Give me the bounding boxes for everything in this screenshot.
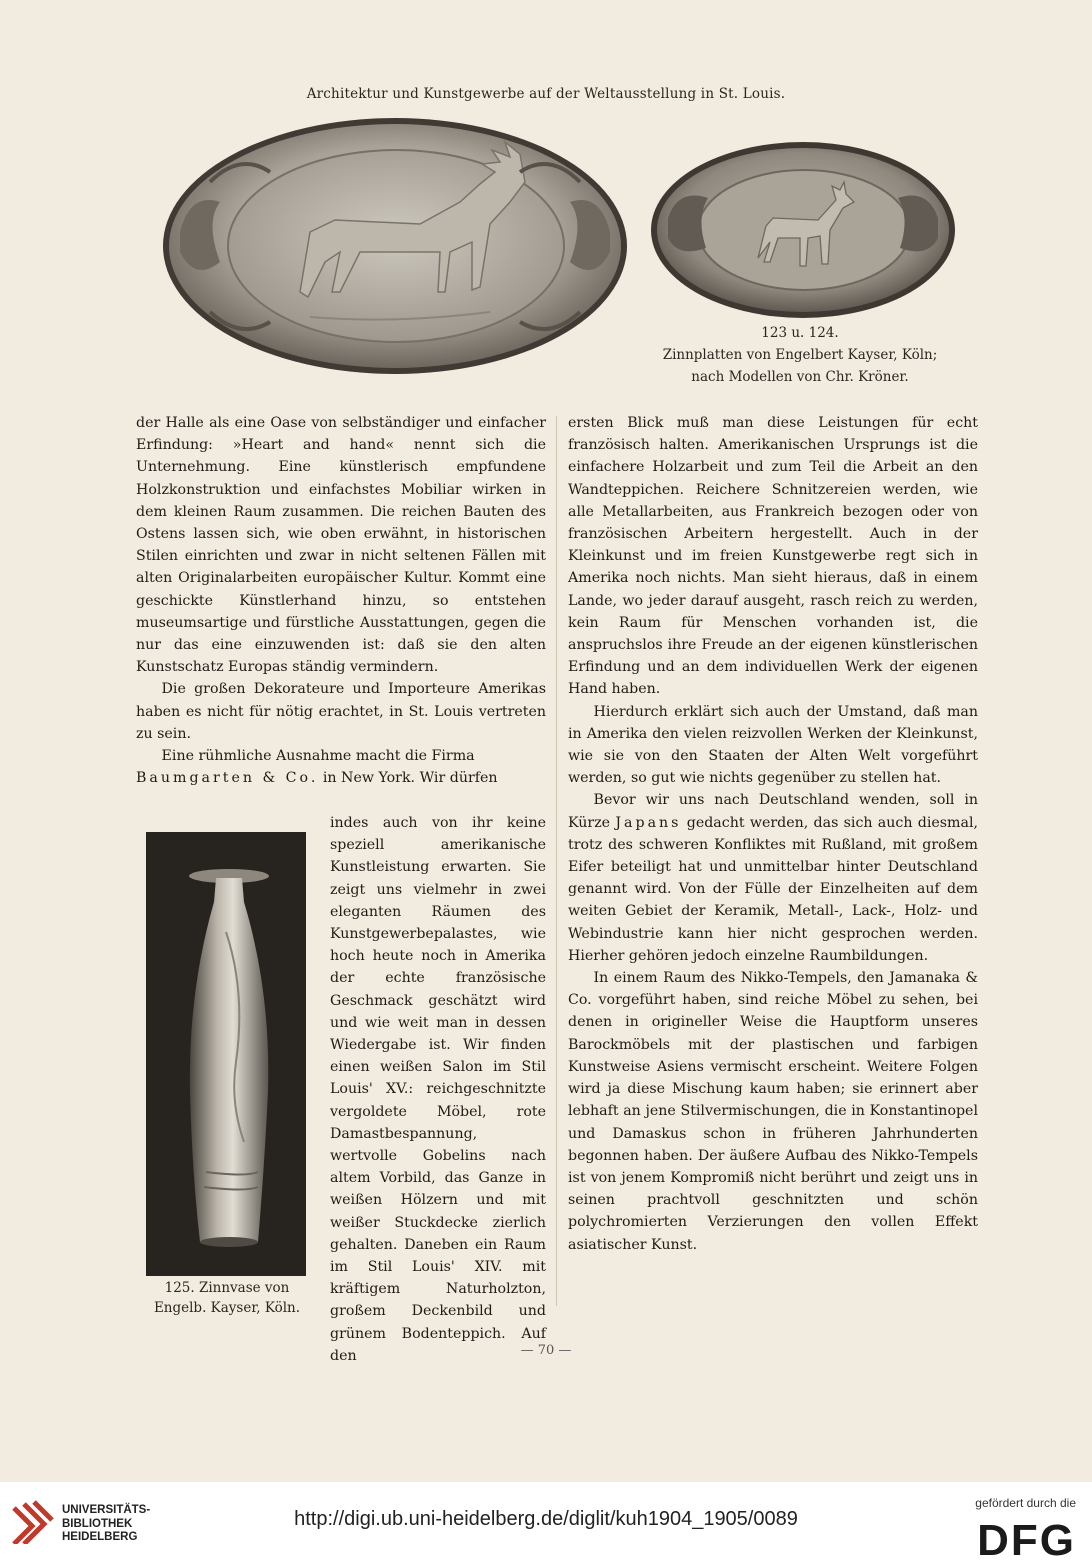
firm-name: Baumgarten & Co. (136, 770, 319, 787)
japan-spaced: Japans (615, 814, 682, 831)
source-url-link[interactable]: http://digi.ub.uni-heidelberg.de/diglit/kuh1904_1905/0089 (294, 1508, 798, 1530)
right-paragraph-3 (568, 789, 978, 967)
vase-caption (134, 1278, 320, 1318)
running-title: Architektur und Kunstgewerbe auf der Weltausstellung in St. Louis. (306, 86, 786, 102)
plates-caption (640, 322, 960, 388)
right-paragraph-3-after: gedacht werden, das sich auch diesmal, trotz des schweren Konfliktes mit Rußland, mit großem Eifer beteiligt hat und unmittelbar hinter Deutschland genannt wird. Von der Fülle der Einzelheiten auf dem weiten Gebiet der Keramik, Metall-, Lack-, Holz- und Webindustrie kann hier nicht gesprochen werden. Hierher gehören jedoch einzelne Raumbildungen. (568, 814, 979, 964)
vase-photo-frame (146, 832, 306, 1276)
left-paragraph-2: Die großen Dekorateure und Importeure Amerikas haben es nicht für nötig erachtet, in St. Louis vertreten zu sein. (136, 681, 546, 742)
plates-caption-number: 123 u. 124. (761, 325, 839, 341)
column-rule (556, 416, 557, 1306)
plates-caption-line3: nach Modellen von Chr. Kröner. (691, 369, 909, 385)
left-column-wrap (330, 812, 546, 1367)
funding-caption: gefördert durch die (975, 1496, 1076, 1510)
firm-location: in New York. Wir dürfen (318, 770, 498, 787)
library-line3: HEIDELBERG (62, 1531, 138, 1543)
right-paragraph-4: In einem Raum des Nikko-Tempels, den Jamanaka & Co. vorgeführt haben, sind reiche Möbel zu sehen, bei denen in origineller Weise die Hauptform unseres Barockmöbels mit der plastischen und farbigen Kunstweise Asiens vermischt erscheint. Weitere Folgen wird ja diese Mischung kaum haben; sie erinnert aber lebhaft an jene Stilvermischungen, die in Konstantinopel und Damaskus schon in früheren Jahrhunderten begonnen haben. Der äußere Aufbau des Nikko-Tempels ist von jenem Kompromiß nicht berührt und zeigt uns in seinen prachtvoll geschnitzten und schön polychromierten Verzierungen den vollen Effekt asiatischer Kunst. (568, 970, 978, 1253)
vase-caption-line1: 125. Zinnvase von (164, 1280, 290, 1296)
left-paragraph-3-line2 (136, 767, 546, 789)
plates-caption-line2: Zinnplatten von Engelbert Kayser, Köln; (662, 347, 938, 363)
dfg-logo: DFG (977, 1516, 1076, 1565)
left-paragraph-1: der Halle als eine Oase von selbständiger und einfacher Erfindung: »Heart and hand« nennt sich die Unternehmung. Eine künstlerisch empfundene Holzkonstruktion und einfachstes Mobiliar wirken in dem kleinen Raum zusammen. Die reichen Bauten des Ostens lassen sich, wie oben erwähnt, in historischen Stilen einrichten und zwar in nicht seltenen Fällen mit alten Originalarbeiten europäischer Kultur. Kommt eine geschickte Künstlerhand hinzu, so entstehen museumsartige und fürstliche Ausstattungen, gegen die nur das eine einzuwenden ist: daß sie den alten Kunstschatz Europas ständig vermindern. (136, 415, 546, 676)
library-line2: BIBLIOTHEK (62, 1517, 133, 1530)
right-paragraph-3-before: Bevor wir uns nach Deutschland wenden, soll in Kürze (568, 792, 978, 831)
library-line1: UNIVERSITÄTS- (62, 1504, 151, 1516)
chamois-plate-image (648, 138, 958, 320)
left-paragraph-3-wrap: indes auch von ihr keine speziell amerikanische Kunstleistung erwarten. Sie zeigt uns vielmehr in zwei eleganten Räumen des Kunstgewerbepalastes, wie hoch heute noch in Amerika der echte französische Geschmack geschätzt wird und wie weit man in dessen Wiedergabe ist. Wir finden einen weißen Salon im Stil Louis' XV.: reichgeschnitzte vergoldete Möbel, rote Damastbespannung, wertvolle Gobelins nach altem Vorbild, das Ganze in weißen Hölzern und mit weißer Stuckdecke zierlich gehalten. Daneben ein Raum im Stil Louis' XIV. mit kräftigem Naturholzton, großem Deckenbild und grünem Bodenteppich. Auf den (330, 815, 546, 1364)
right-paragraph-1: ersten Blick muß man diese Leistungen für echt französisch halten. Amerikanischen Ursprungs ist die einfachere Holzarbeit und zum Teil die Arbeit an den Wandteppichen. Reichere Schnitzereien werden, wie alle Metallarbeiten, aus Frankreich bezogen oder von französischen Arbeitern hergestellt. Auch in der Kleinkunst und im freien Kunstgewerbe regt sich in Amerika noch nichts. Man sieht hieraus, daß in einem Lande, wo jeder darauf ausgeht, rasch reich zu werden, kein Raum für Menschen vorhanden ist, die anspruchslos ihre Freude an der eigenen künstlerischen Erfindung und an dem individuellen Werk der eigenen Hand haben. (568, 415, 978, 698)
stag-plate-image (160, 112, 630, 378)
right-paragraph-2: Hierdurch erklärt sich auch der Umstand, daß man in Amerika den vielen reizvollen Werken der Kleinkunst, wie sie von den Staaten der Alten Welt vorgeführt werden, so gut wie nichts gegenüber zu stellen hat. (568, 703, 978, 787)
page-number: — 70 — (520, 1343, 572, 1358)
vase-image (146, 832, 306, 1276)
vase-caption-line2: Engelb. Kayser, Köln. (153, 1300, 301, 1316)
left-column-top (136, 412, 546, 789)
right-column (568, 412, 978, 1256)
left-paragraph-3-line1: Eine rühmliche Ausnahme macht die Firma (161, 748, 475, 765)
